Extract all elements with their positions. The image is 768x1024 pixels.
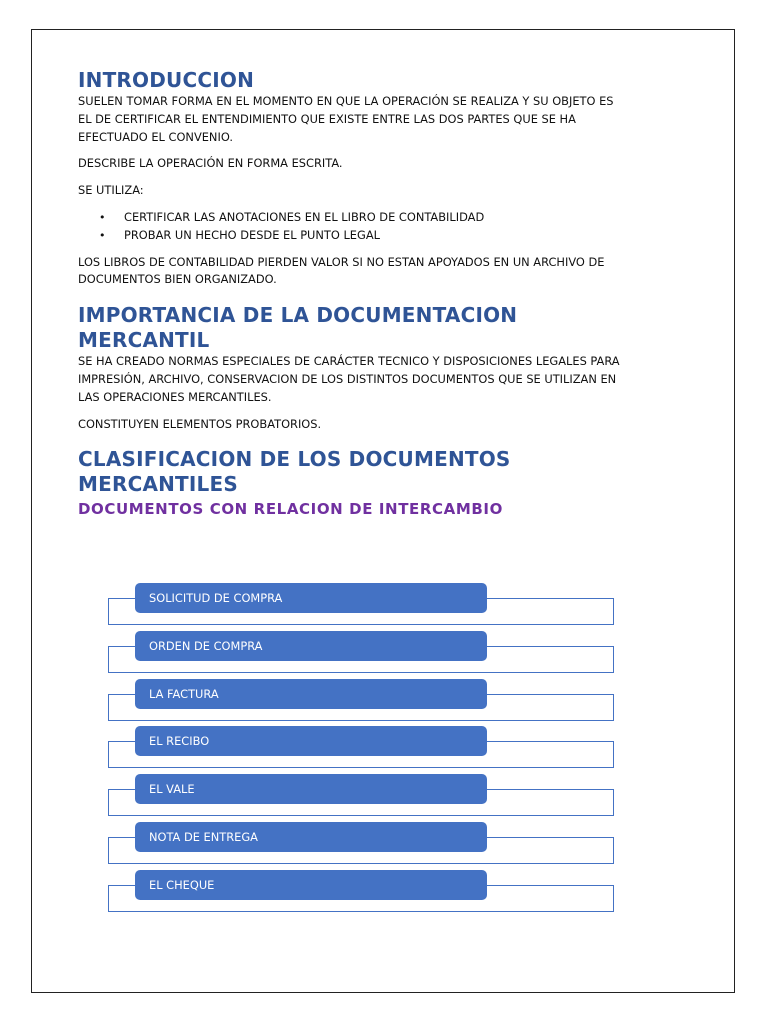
document-content — [78, 68, 630, 519]
importancia-paragraph-1: SE HA CREADO NORMAS ESPECIALES DE CARÁCTER TECNICO Y DISPOSICIONES LEGALES PARA IMPRESIÓN, ARCHIVO, CONSERVACION DE LOS DISTINTOS DOCUMENTOS QUE SE UTILIZAN EN LAS OPERACIONES MERCANTILES. — [78, 354, 620, 404]
clasificacion-heading: CLASIFICACION DE LOS DOCUMENTOS MERCANTILES — [78, 447, 511, 497]
diagram-item-nota-de-entrega: NOTA DE ENTREGA — [135, 822, 487, 852]
importancia-heading: IMPORTANCIA DE LA DOCUMENTACION MERCANTIL — [78, 303, 518, 353]
list-item-text: PROBAR UN HECHO DESDE EL PUNTO LEGAL — [124, 227, 380, 242]
intro-paragraph-3: SE UTILIZA: — [78, 183, 144, 198]
clasificacion-subheading: DOCUMENTOS CON RELACION DE INTERCAMBIO — [78, 500, 503, 519]
list-item-text: CERTIFICAR LAS ANOTACIONES EN EL LIBRO DE CONTABILIDAD — [124, 209, 485, 224]
diagram-row — [108, 774, 616, 822]
intro-heading: INTRODUCCION — [78, 68, 255, 92]
diagram-row — [108, 583, 616, 631]
intro-bullet-list — [78, 209, 630, 245]
diagram-item-el-cheque: EL CHEQUE — [135, 870, 487, 900]
diagram-row — [108, 870, 616, 918]
diagram-row — [108, 822, 616, 870]
bullet-icon: • — [99, 210, 106, 224]
diagram-item-la-factura: LA FACTURA — [135, 679, 487, 709]
bullet-icon: • — [99, 228, 106, 242]
intro-paragraph-1: SUELEN TOMAR FORMA EN EL MOMENTO EN QUE LA OPERACIÓN SE REALIZA Y SU OBJETO ES EL DE CERTIFICAR EL ENTENDIMIENTO QUE EXISTE ENTRE LAS DOS PARTES QUE SE HA EFECTUADO EL CONVENIO. — [78, 94, 614, 144]
diagram-row — [108, 679, 616, 727]
diagram-item-orden-de-compra: ORDEN DE COMPRA — [135, 631, 487, 661]
diagram-item-el-recibo: EL RECIBO — [135, 726, 487, 756]
diagram-item-el-vale: EL VALE — [135, 774, 487, 804]
diagram-row — [108, 726, 616, 774]
diagram-item-solicitud-de-compra: SOLICITUD DE COMPRA — [135, 583, 487, 613]
intro-paragraph-2: DESCRIBE LA OPERACIÓN EN FORMA ESCRITA. — [78, 156, 343, 171]
documents-list-diagram — [108, 583, 616, 918]
intro-paragraph-4: LOS LIBROS DE CONTABILIDAD PIERDEN VALOR SI NO ESTAN APOYADOS EN UN ARCHIVO DE DOCUMENTOS BIEN ORGANIZADO. — [78, 254, 605, 287]
importancia-paragraph-2: CONSTITUYEN ELEMENTOS PROBATORIOS. — [78, 416, 322, 431]
list-item — [78, 209, 630, 227]
diagram-row — [108, 631, 616, 679]
list-item — [78, 227, 630, 245]
